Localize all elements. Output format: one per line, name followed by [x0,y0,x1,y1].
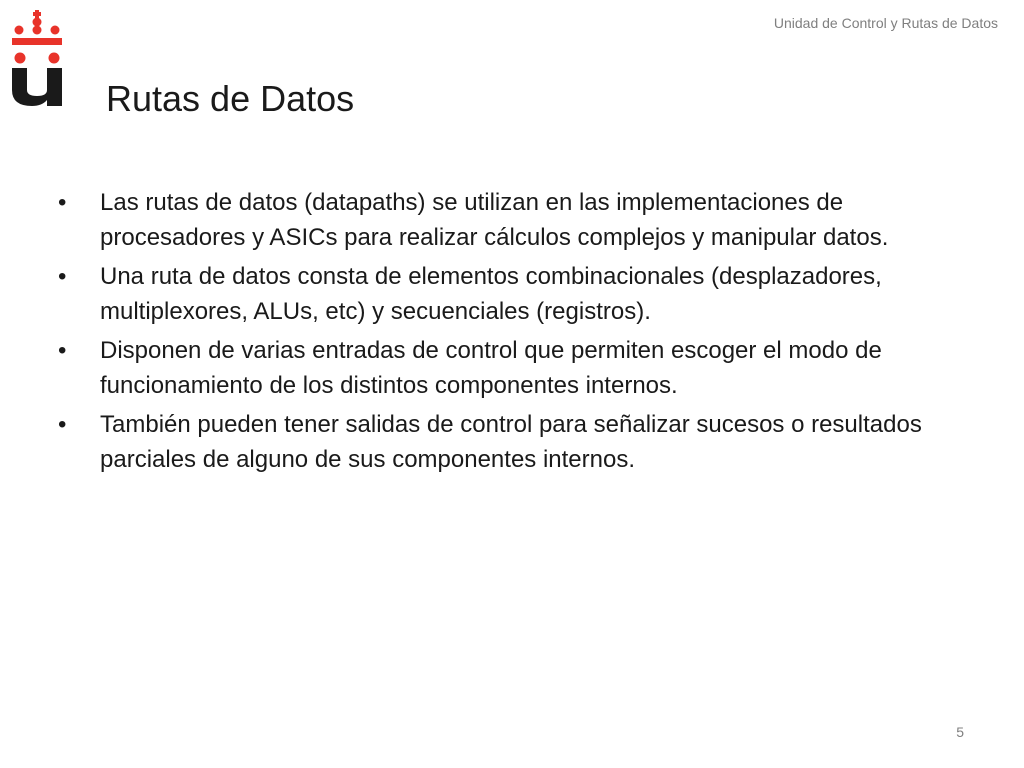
bullet-marker: • [58,189,67,216]
bullet-text: Una ruta de datos consta de elementos combinacionales (desplazadores, multiplexores, ALUs, etc) y secuenciales (registros). [100,263,882,325]
bullet-text: También pueden tener salidas de control para señalizar sucesos o resultados parciales de alguno de sus componentes internos. [100,411,922,473]
bullet-item [58,333,978,403]
bullet-item [58,259,978,329]
page-number: 5 [956,724,964,740]
bullet-text: Las rutas de datos (datapaths) se utilizan en las implementaciones de procesadores y ASICs para realizar cálculos complejos y manipular datos. [100,189,889,251]
bullet-marker: • [58,263,67,290]
university-crest-icon [10,10,64,110]
header-text: Unidad de Control y Rutas de Datos [773,15,998,31]
bullet-text: Disponen de varias entradas de control que permiten escoger el modo de funcionamiento de los distintos componentes internos. [100,337,882,399]
bullet-marker: • [58,337,67,364]
bullet-list [58,185,978,481]
bullet-item [58,185,978,255]
bullet-item [58,407,978,477]
bullet-marker: • [58,411,67,438]
page-title: Rutas de Datos [106,78,355,120]
